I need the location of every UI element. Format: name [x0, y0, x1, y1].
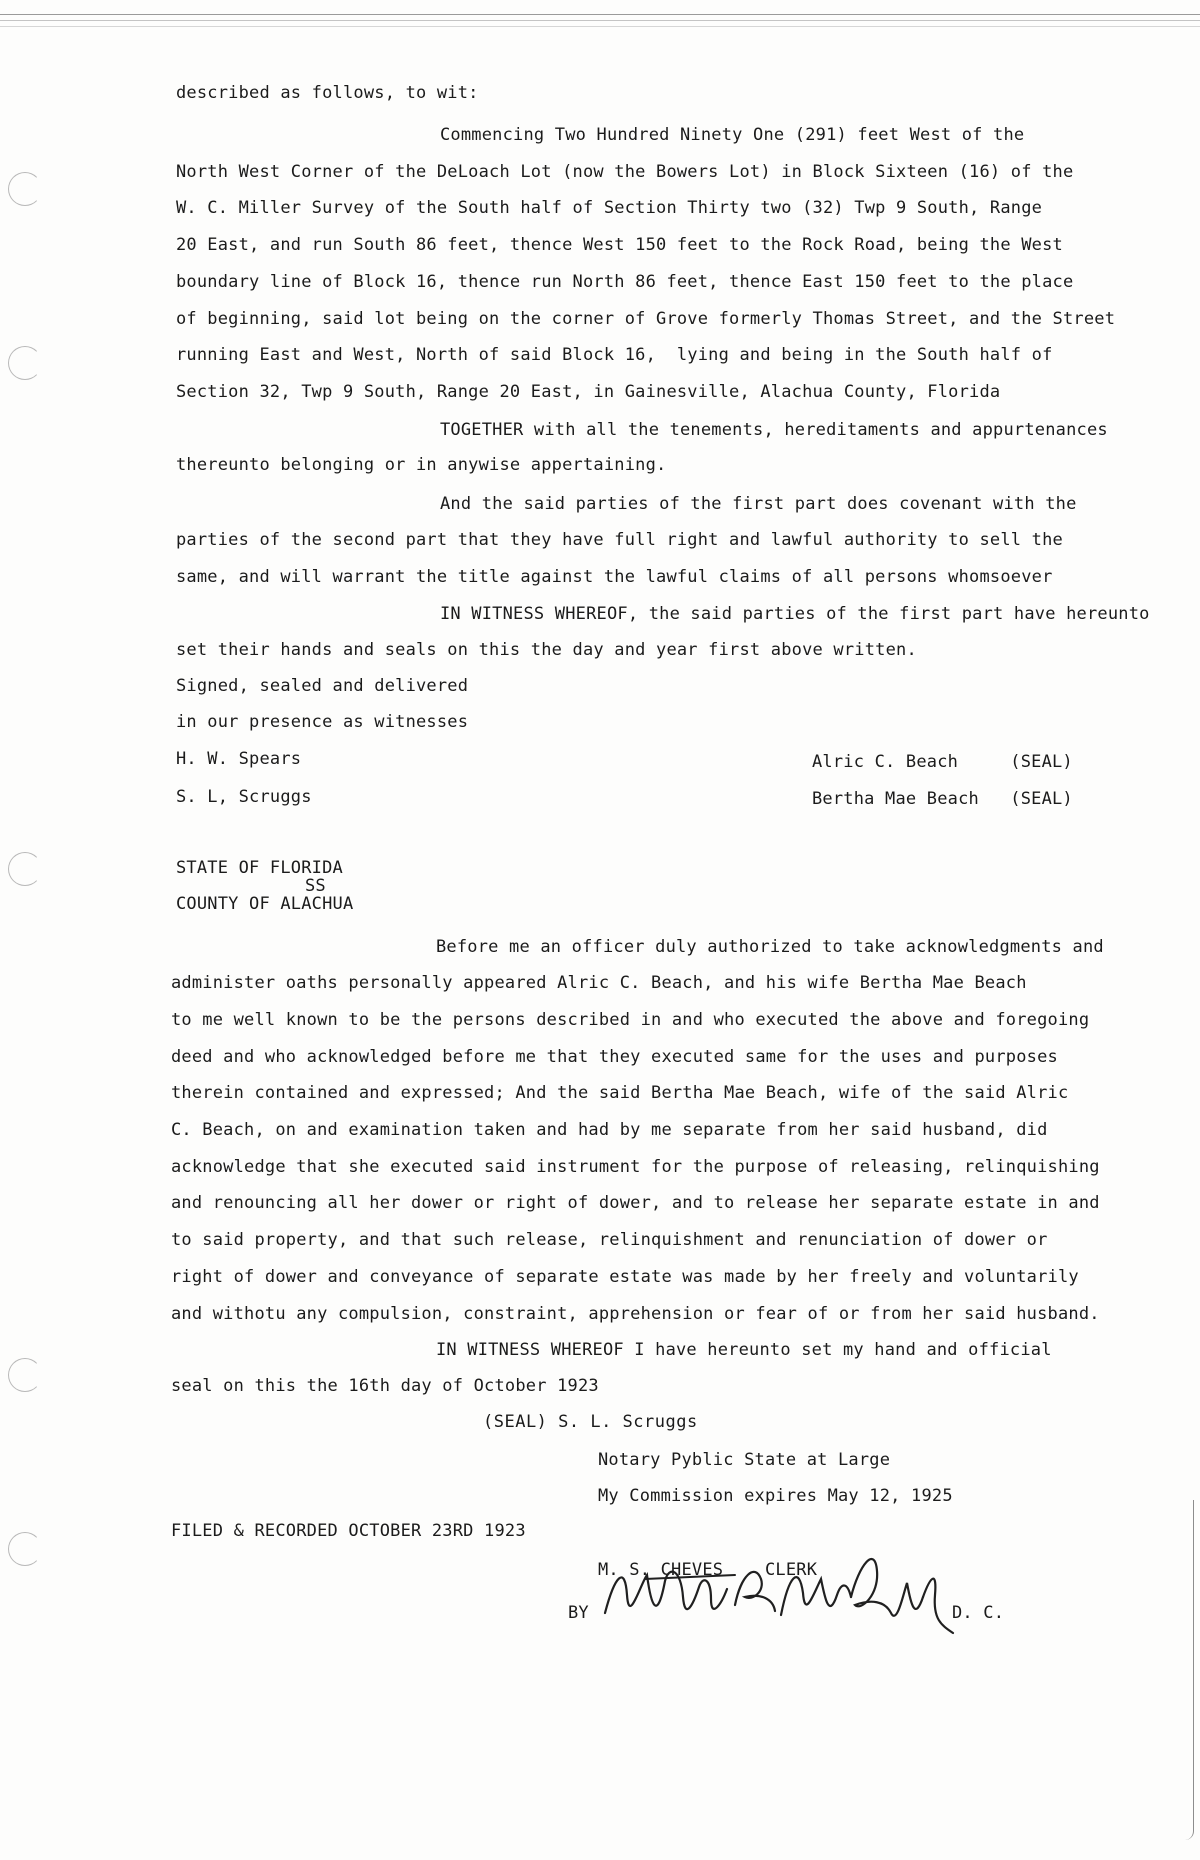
text-line: 20 East, and run South 86 feet, thence West 150 feet to the Rock Road, being the West [176, 235, 1063, 255]
text-line: administer oaths personally appeared Alric C. Beach, and his wife Bertha Mae Beach [171, 973, 1027, 993]
text-line: seal on this the 16th day of October 1923 [171, 1376, 599, 1396]
punch-hole-mark [8, 346, 42, 380]
text-line: And the said parties of the first part does covenant with the [440, 494, 1077, 514]
text-line: Before me an officer duly authorized to take acknowledgments and [436, 937, 1104, 957]
grantor-signature: Bertha Mae Beach (SEAL) [812, 789, 1073, 809]
text-line: boundary line of Block 16, thence run North 86 feet, thence East 150 feet to the place [176, 272, 1074, 292]
deputy-by-label: BY [568, 1603, 589, 1623]
notary-signature: (SEAL) S. L. Scruggs [483, 1412, 698, 1432]
handwritten-signature-drawing [585, 1535, 965, 1645]
text-line: deed and who acknowledged before me that they executed same for the uses and purposes [171, 1047, 1058, 1067]
text-line: C. Beach, on and examination taken and had by me separate from her said husband, did [171, 1120, 1048, 1140]
text-line: in our presence as witnesses [176, 712, 469, 732]
venue-ss: SS [305, 876, 326, 896]
text-line: running East and West, North of said Block 16, lying and being in the South half of [176, 345, 1053, 365]
text-line: Section 32, Twp 9 South, Range 20 East, in Gainesville, Alachua County, Florida [176, 382, 1001, 402]
page-edge-curl [1185, 1500, 1194, 1840]
text-line: described as follows, to wit: [176, 83, 479, 103]
grantor-signature: Alric C. Beach (SEAL) [812, 752, 1073, 772]
clerk-name: M. S. CHEVES CLERK [598, 1560, 818, 1580]
text-line: Signed, sealed and delivered [176, 676, 469, 696]
punch-hole-mark [8, 172, 42, 206]
witness-name: S. L, Scruggs [176, 787, 312, 807]
notary-commission: My Commission expires May 12, 1925 [598, 1486, 953, 1506]
text-line: IN WITNESS WHEREOF I have hereunto set my hand and official [436, 1340, 1052, 1360]
punch-hole-mark [8, 1358, 42, 1392]
venue-state: STATE OF FLORIDA [176, 858, 343, 878]
text-line: same, and will warrant the title against the lawful claims of all persons whomsoever [176, 567, 1053, 587]
scan-rule-top [0, 14, 1200, 15]
text-line: and renouncing all her dower or right of dower, and to release her separate estate in and [171, 1193, 1100, 1213]
scan-rule-top [0, 26, 1200, 27]
filing-notation: FILED & RECORDED OCTOBER 23RD 1923 [171, 1521, 526, 1541]
witness-name: H. W. Spears [176, 749, 302, 769]
venue-county: COUNTY OF ALACHUA [176, 894, 354, 914]
text-line: IN WITNESS WHEREOF, the said parties of the first part have hereunto [440, 604, 1150, 624]
punch-hole-mark [8, 852, 42, 886]
text-line: TOGETHER with all the tenements, hereditaments and appurtenances [440, 420, 1108, 440]
scan-rule-top [0, 20, 1200, 21]
text-line: parties of the second part that they have full right and lawful authority to sell the [176, 530, 1063, 550]
text-line: to said property, and that such release, relinquishment and renunciation of dower or [171, 1230, 1048, 1250]
text-line: W. C. Miller Survey of the South half of Section Thirty two (32) Twp 9 South, Range [176, 198, 1043, 218]
text-line: set their hands and seals on this the day and year first above written. [176, 640, 917, 660]
text-line: of beginning, said lot being on the corner of Grove formerly Thomas Street, and the Street [176, 309, 1116, 329]
text-line: acknowledge that she executed said instrument for the purpose of releasing, relinquishing [171, 1157, 1100, 1177]
deputy-clerk-label: D. C. [952, 1603, 1005, 1623]
text-line: right of dower and conveyance of separate estate was made by her freely and voluntarily [171, 1267, 1079, 1287]
text-line: Commencing Two Hundred Ninety One (291) feet West of the [440, 125, 1025, 145]
text-line: to me well known to be the persons described in and who executed the above and foregoing [171, 1010, 1090, 1030]
text-line: and withotu any compulsion, constraint, apprehension or fear of or from her said husband. [171, 1304, 1100, 1324]
text-line: therein contained and expressed; And the said Bertha Mae Beach, wife of the said Alric [171, 1083, 1069, 1103]
text-line: thereunto belonging or in anywise appertaining. [176, 455, 667, 475]
notary-title: Notary Pyblic State at Large [598, 1450, 891, 1470]
punch-hole-mark [8, 1532, 42, 1566]
text-line: North West Corner of the DeLoach Lot (now the Bowers Lot) in Block Sixteen (16) of the [176, 162, 1074, 182]
